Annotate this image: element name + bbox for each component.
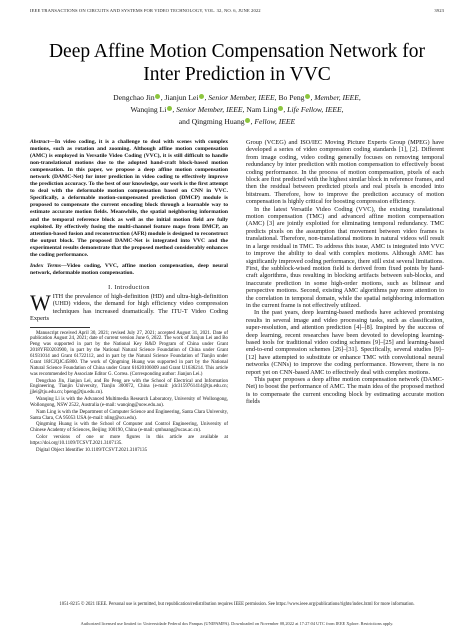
author-line-3	[40, 116, 434, 128]
author-role: , Senior Member, IEEE,	[172, 105, 245, 114]
footnote-doi: Digital Object Identifier 10.1109/TCSVT.2021.3107135	[36, 447, 148, 453]
footnote-divider	[30, 327, 90, 328]
index-terms	[30, 263, 228, 277]
footnote-affiliation: Qingming Huang is with the School of Computer and Control Engineering, University of Chinese Academy of Sciences, Beijing 100190, China (e-mail: qmhuang@ucas.ac.cn).	[30, 422, 228, 434]
index-terms-label: Index Terms	[30, 262, 62, 269]
paper-title: Deep Affine Motion Compensation Network for Inter Prediction in VVC	[48, 41, 426, 85]
body-paragraph: In the past years, deep learning-based methods have achieved promising results in several image and video processing tasks, such as classification, super-resolution, and attention prediction [4]–[8]. Inspired by the success of deep learning, recent researches have been devoted to developing learning-based tools for traditional video coding schemes [9]–[25] and learning-based end-to-end compression schemes [26]–[31]. Specifically, several studies [9]–[12] have attempted to substitute or enhance TMC with convolutional neural networks (CNNs) to improve the coding performance. However, there is no report yet on CNN-based AMC to effectively deal with complex motions.	[246, 309, 444, 376]
orcid-icon[interactable]	[245, 118, 250, 123]
footnote-affiliation: Wanqing Li is with the Advanced Multimedia Research Laboratory, University of Wollongong, Wollongong, NSW 2522, Australia (e-mail: wanqing@uow.edu.au).	[30, 397, 228, 408]
page-number: 3923	[434, 8, 444, 13]
body-paragraph: In the latest Versatile Video Coding (VVC), the existing translational motion compensation (TMC) and advanced affine motion compensation (AMC) [3] are jointly exploited for eliminating temporal redundancy. TMC predicts pixels on the assumption that movement between video frames is translational. Therefore, non-translational motions in natural videos will result in a large residual in TMC. To address this issue, AMC is integrated into VVC to improve the ability to deal with complex motions. Although AMC has significantly improved coding performance, there still exist several limitations. First, the subblock-wised motion field is derived from fixed points by hand-craft algorithms, thus resulting in blocking artifacts between sub-blocks, and inaccurate prediction in some high-order motions, such as bilinear and perspective motions. Second, existing AMC algorithms pay more attention to the correlation in temporal domain, while the spatial neighboring information in the current frame is not effectively utilized.	[246, 205, 444, 309]
author-role: , Life Fellow, IEEE,	[283, 105, 344, 114]
intro-text: the prevalence of high-definition (HD) and ultra-high-definition (UHD) videos, the demand for high efficiency video compression techniques has increased dramatically. The ITU-T Video Coding Experts	[30, 292, 228, 323]
author-role: , Senior Member, IEEE,	[204, 93, 277, 102]
author-name: Wanqing Li	[130, 105, 167, 114]
abstract	[30, 139, 228, 259]
author-name: Nam Ling	[246, 105, 278, 114]
footnote-affiliation: Nam Ling is with the Department of Computer Science and Engineering, Santa Clara University, Santa Clara, CA 95053 USA (e-mail: nling@scu.edu).	[30, 409, 228, 421]
footnote-manuscript: Manuscript received April 30, 2021; revised July 27, 2021; accepted August 31, 2021. Date of publication August 24, 2021; date of current version June 6, 2022. The work of Jianjun Lei and Bo Peng was supported in part by the National Key R&D Program of China under Grant 2018YFE0203900, in part by the National Natural Science Foundation of China under Grant 61931014 and Grant 61722112, and in part by the Natural Science Foundation of Tianjin under Grant 18JCJQJC45800. The work of Qingming Huang was supported in part by the National Natural Science Foundation of China under Grant 61620106009 and Grant U1636214. This article was recommended by Associate Editor G. Correa. (Corresponding author: Jianjun Lei.)	[30, 330, 228, 377]
abstract-label: Abstract	[30, 139, 50, 145]
author-name: and Qingming Huang	[178, 117, 245, 126]
abstract-text: —In video coding, it is a challenge to deal with scenes with complex motions, such as rotation and zooming. Although affine motion compensation (AMC) is employed in Versatile Video Coding (VVC), it is still difficult to handle non-translational motions due to the adopted hand-craft block-based motion compensation. In this paper, we propose a deep affine motion compensation network (DAMC-Net) for inter prediction in video coding to effectively improve the prediction accuracy. To the best of our knowledge, our work is the first attempt to deal with the deformable motion compensation based on CNN in VVC. Specifically, a deformable motion-compensated prediction (DMCP) module is proposed to compensate the current encoding block through a learnable way to estimate accurate motion fields. Meanwhile, the spatial neighboring information and the temporal reference block as well as the initial motion field are fully exploited. By effectively fusing the multi-channel feature maps from DMCP, an attention-based fusion and reconstruction (AFR) module is designed to reconstruct the output block. The proposed DAMC-Net is integrated into VVC and the experimental results demonstrate that the proposed method considerably enhances the coding performance.	[30, 139, 228, 258]
footnote-color-figures: Color versions of one or more figures in this article are available at https://doi.org/10.1109/TCSVT.2021.3107135.	[30, 434, 228, 446]
author-line-1: Dengchao Jin , Jianjun Lei , Senior Member, IEEE, Bo Peng , Member, IEEE,	[113, 93, 361, 102]
author-role: , Fellow, IEEE	[250, 117, 296, 126]
index-terms-text: —Video coding, VVC, affine motion compensation, deep neural network, deformable motion compensation.	[30, 262, 228, 276]
drop-cap: W	[30, 289, 51, 315]
journal-name: IEEE TRANSACTIONS ON CIRCUITS AND SYSTEMS FOR VIDEO TECHNOLOGY, VOL. 32, NO. 6, JUNE 2022	[30, 8, 261, 13]
author-name: Bo Peng	[278, 93, 305, 102]
running-header	[30, 8, 444, 18]
author-list	[40, 92, 434, 128]
body-paragraph: This paper proposes a deep affine motion compensation network (DAMC-Net) to boost the performance of AMC. The main idea of the proposed method is to compensate the current encoding block by estimating accurate motion fields	[246, 376, 444, 406]
copyright-notice: 1051-8215 © 2021 IEEE. Personal use is permitted, but republication/redistribution requires IEEE permission. See https://www.ieee.org/publications/rights/index.html for more information.	[59, 602, 415, 607]
intro-paragraph	[30, 289, 228, 323]
footnote-affiliation: Dengchao Jin, Jianjun Lei, and Bo Peng are with the School of Electrical and Information Engineering, Tianjin University, Tianjin 300072, China (e-mail: jdc3159761414@tju.edu.cn; jjlei@tju.edu.cn; bpeng@tju.edu.cn).	[30, 378, 228, 396]
author-line-2	[40, 104, 434, 116]
orcid-icon[interactable]	[155, 94, 160, 99]
body-paragraph: Group (VCEG) and ISO/IEC Moving Picture Experts Group (MPEG) have developed a series of video compression coding standards [1], [2]. Different from image coding, video coding generally focuses on removing temporal redundancy by inter prediction with motion compensation to effectively boost coding performance. In the process of motion compensation, pixels of each block are first predicted with the highest similar block in reference frames, and then the residual between predicted pixels and real pixels is encoded into bitstream. Therefore, how to improve the prediction accuracy of motion compensation is highly critical for boosting compression efficiency.	[246, 139, 444, 206]
author-role: , Member, IEEE,	[310, 93, 361, 102]
author-name: Dengchao Jin	[113, 93, 155, 102]
license-notice: Authorized licensed use limited to: Universidade Federal dos Pampas (UNIPAMPA). Downloaded on November 08,2022 at 17:27:04 UTC from IEEE Xplore. Restrictions apply.	[80, 621, 394, 626]
section-heading: I. Introduction	[108, 283, 150, 291]
intro-lead: ITH	[52, 292, 64, 300]
right-column	[246, 139, 444, 406]
author-name: Jianjun Lei	[164, 93, 199, 102]
left-column	[30, 139, 228, 454]
